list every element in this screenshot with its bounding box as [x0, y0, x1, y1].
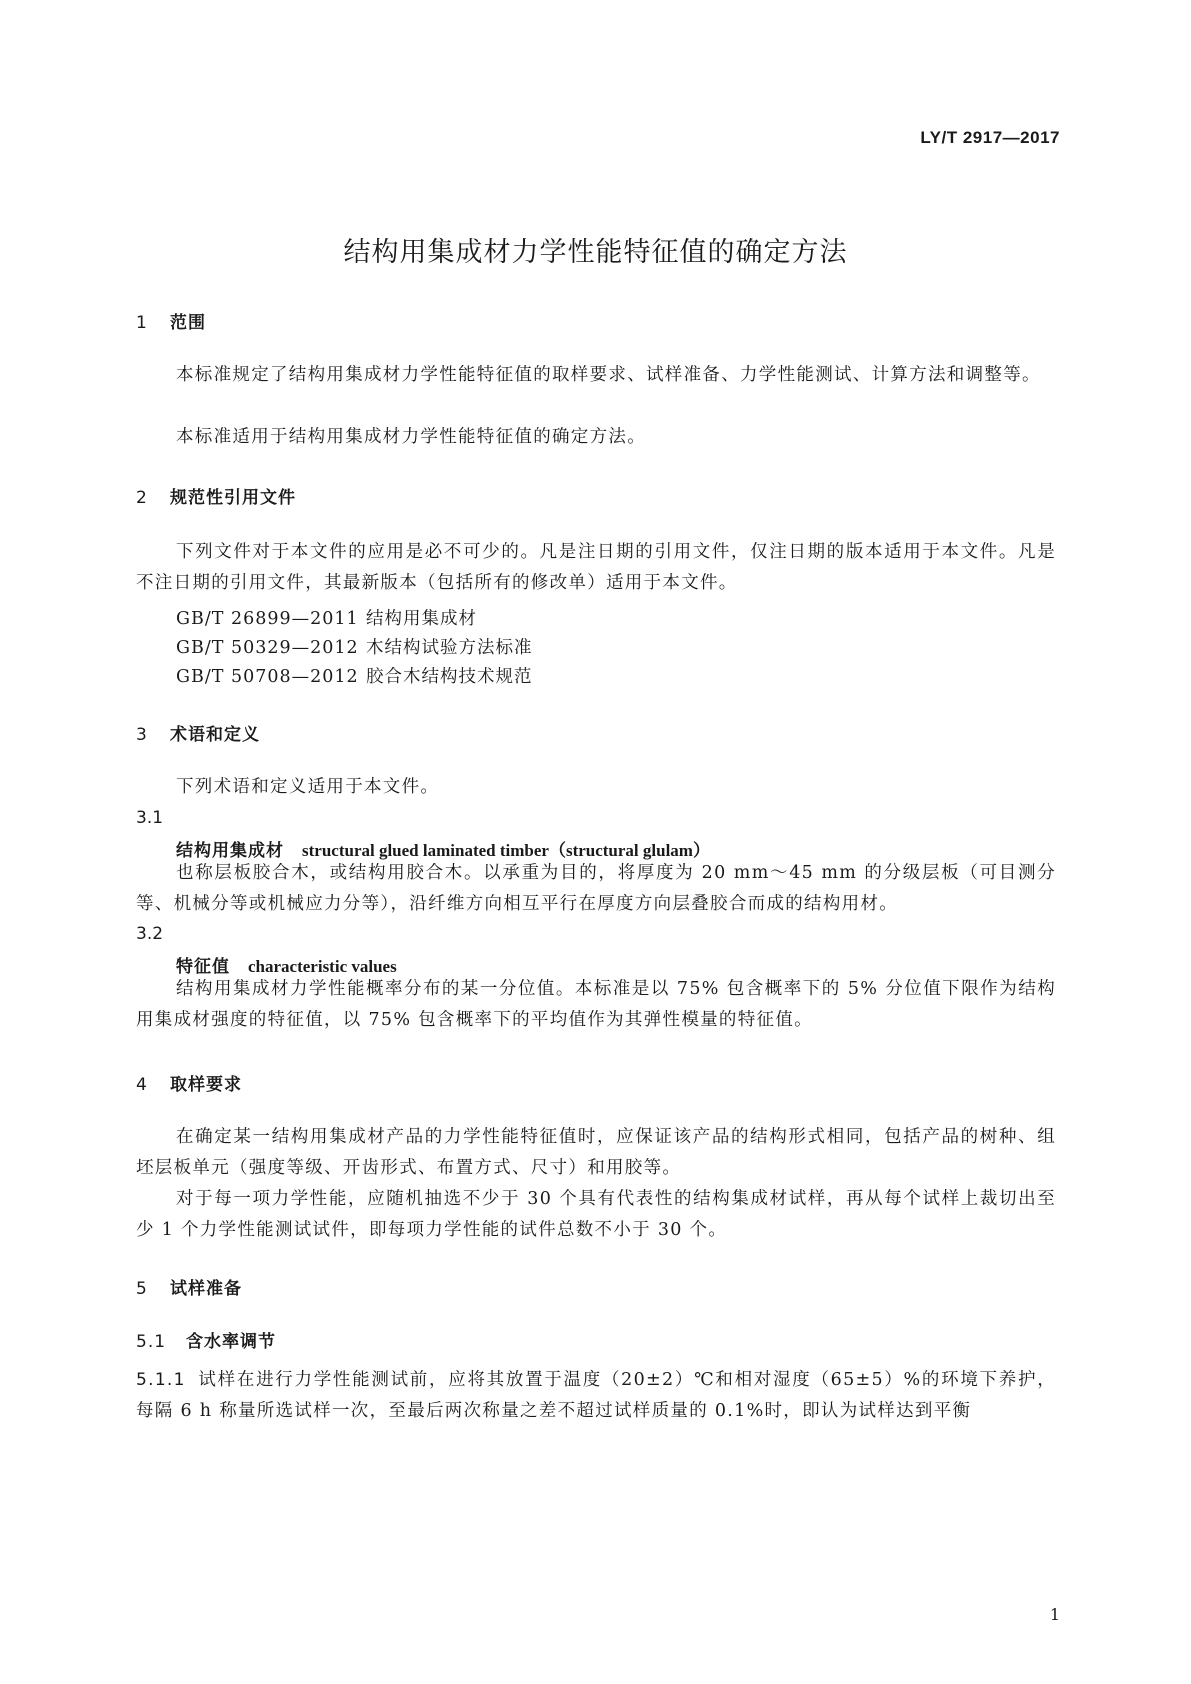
section-title: 范围 [170, 313, 206, 333]
reference-item [176, 634, 533, 659]
section-5-heading [136, 1274, 242, 1299]
term-definition: 结构用集成材力学性能概率分布的某一分位值。本标准是以 75% 包含概率下的 5% 分位值下限作为结构用集成材强度的特征值，以 75% 包含概率下的平均值作为其弹性模量的特征值。 [136, 979, 1056, 1030]
section-title: 术语和定义 [170, 725, 260, 745]
clause-number: 5.1.1 [136, 1370, 186, 1390]
term-zh: 结构用集成材 [176, 841, 284, 861]
section-number: 2 [136, 488, 148, 508]
section-number: 4 [136, 1075, 148, 1095]
section-title: 取样要求 [170, 1075, 242, 1095]
section-5-1-heading [136, 1327, 276, 1352]
term-definition: 也称层板胶合木，或结构用胶合木。以承重为目的，将厚度为 20 mm～45 mm 的分级层板（可目测分等、机械分等或机械应力分等），沿纤维方向相互平行在厚度方向层叠胶合而成的结构用材。 [136, 863, 1056, 914]
term-number: 3.1 [136, 808, 164, 828]
term-zh: 特征值 [176, 957, 230, 977]
reference-title: 结构用集成材 [366, 609, 477, 629]
reference-code: GB/T 50329—2012 [176, 638, 359, 658]
term-en: structural glued laminated timber（structural glulam） [302, 841, 710, 860]
term-number: 3.2 [136, 924, 164, 944]
section-number: 3 [136, 725, 148, 745]
reference-code: GB/T 26899—2011 [176, 609, 359, 629]
reference-title: 胶合木结构技术规范 [366, 667, 533, 687]
section-number: 5.1 [136, 1332, 167, 1352]
term-en: characteristic values [248, 957, 397, 976]
paragraph: 本标准规定了结构用集成材力学性能特征值的取样要求、试样准备、力学性能测试、计算方法和调整等。 [176, 365, 1041, 385]
page-number: 1 [1049, 1605, 1060, 1624]
section-2-heading [136, 483, 296, 508]
section-title: 试样准备 [170, 1279, 242, 1299]
clause-text: 试样在进行力学性能测试前，应将其放置于温度（20±2）℃和相对湿度（65±5）%的环境下养护，每隔 6 h 称量所选试样一次，至最后两次称量之差不超过试样质量的 0.1%时，即认为试样达到平衡 [136, 1370, 1056, 1421]
paragraph: 下列文件对于本文件的应用是必不可少的。凡是注日期的引用文件，仅注日期的版本适用于本文件。凡是不注日期的引用文件，其最新版本（包括所有的修改单）适用于本文件。 [136, 542, 1056, 593]
standard-code: LY/T 2917—2017 [920, 128, 1060, 147]
section-title: 含水率调节 [186, 1332, 276, 1352]
section-3-heading [136, 720, 260, 745]
reference-item [176, 663, 533, 688]
section-number: 5 [136, 1279, 148, 1299]
paragraph: 本标准适用于结构用集成材力学性能特征值的确定方法。 [176, 427, 646, 447]
section-1-heading [136, 308, 206, 333]
clause-5-1-1 [136, 1365, 1056, 1427]
paragraph: 下列术语和定义适用于本文件。 [176, 777, 440, 797]
document-title: 结构用集成材力学性能特征值的确定方法 [343, 237, 848, 268]
section-title: 规范性引用文件 [170, 488, 296, 508]
section-4-heading [136, 1070, 242, 1095]
reference-item [176, 605, 477, 630]
section-number: 1 [136, 313, 148, 333]
paragraph: 在确定某一结构用集成材产品的力学性能特征值时，应保证该产品的结构形式相同，包括产品的树种、组坯层板单元（强度等级、开齿形式、布置方式、尺寸）和用胶等。 [136, 1127, 1056, 1178]
reference-code: GB/T 50708—2012 [176, 667, 359, 687]
paragraph: 对于每一项力学性能，应随机抽选不少于 30 个具有代表性的结构集成材试样，再从每个试样上裁切出至少 1 个力学性能测试试件，即每项力学性能的试件总数不小于 30 个。 [136, 1189, 1056, 1240]
reference-title: 木结构试验方法标准 [366, 638, 533, 658]
